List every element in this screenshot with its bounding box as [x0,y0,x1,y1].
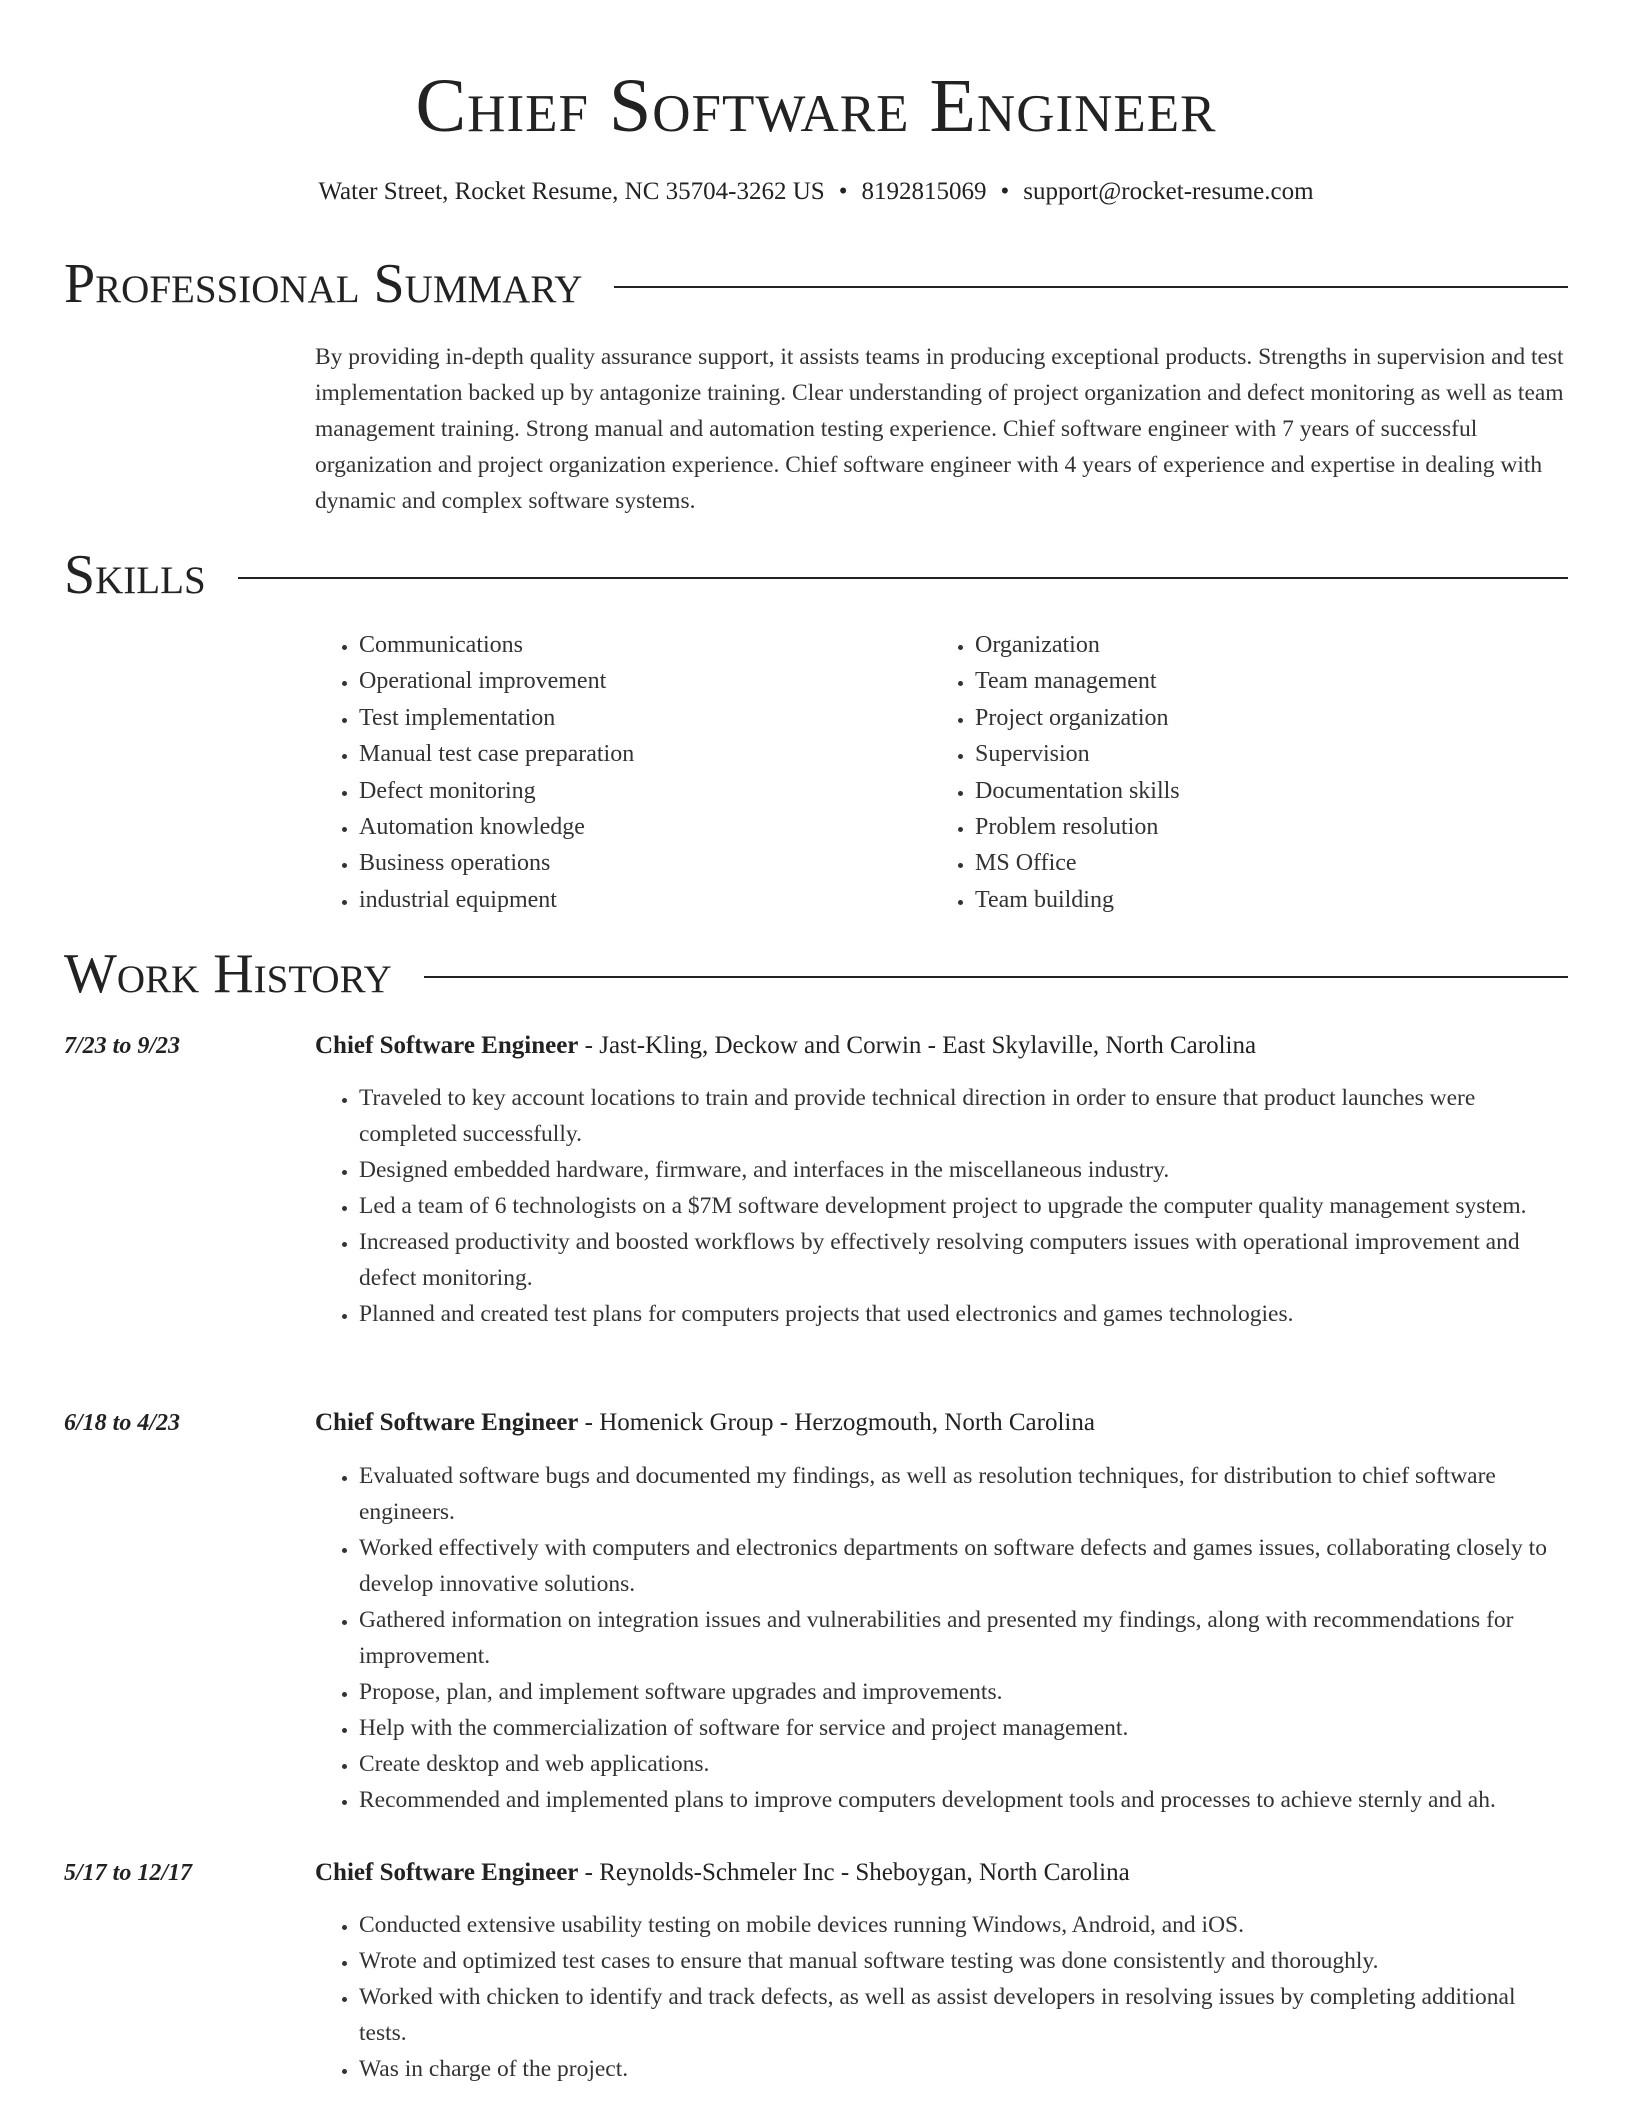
job-bullet: • Was in charge of the project. [359,2051,1568,2087]
job-dates: 5/17 to 12/17 [64,1860,193,1886]
job-bullet: • Evaluated software bugs and documented my findings, as well as resolution techniques, for distribution to chief software engineers. [359,1458,1568,1530]
work-title: Work History [64,943,392,1005]
resume-name: Chief Software Engineer [415,64,1217,148]
contact-phone: 8192815069 [861,178,987,205]
skill-item: • Organization [975,627,1575,663]
skill-item: • Documentation skills [975,773,1575,809]
skill-item: • Team building [975,882,1575,918]
job-company-location: - Homenick Group - Herzogmouth, North Carolina [578,1409,1095,1436]
job-bullet: • Conducted extensive usability testing on mobile devices running Windows, Android, and iOS. [359,1907,1568,1943]
contact-separator: • [1000,178,1010,205]
skill-item: • Team management [975,663,1575,699]
job-bullet: • Planned and created test plans for computers projects that used electronics and games technologies. [359,1296,1568,1332]
skill-item: • Supervision [975,736,1575,772]
skill-item: • industrial equipment [359,882,959,918]
skill-item: • Project organization [975,700,1575,736]
skill-item: • Automation knowledge [359,809,959,845]
job-company-location: - Jast-Kling, Deckow and Corwin - East Skylaville, North Carolina [578,1032,1257,1059]
job-bullet: • Designed embedded hardware, firmware, and interfaces in the miscellaneous industry. [359,1152,1568,1188]
skill-item: • Manual test case preparation [359,736,959,772]
skills-list-left [315,627,959,918]
job-bullet: • Propose, plan, and implement software upgrades and improvements. [359,1674,1568,1710]
skill-item: • MS Office [975,845,1575,881]
contact-email: support@rocket-resume.com [1023,178,1314,205]
job-bullet: • Gathered information on integration issues and vulnerabilities and presented my findings, along with recommendations for improvement. [359,1602,1568,1674]
job-bullets [315,1080,1568,1332]
job-bullet: • Increased productivity and boosted workflows by effectively resolving computers issues with operational improvement and defect monitoring. [359,1224,1568,1296]
job-dates: 6/18 to 4/23 [64,1410,181,1436]
skills-list-right [931,627,1575,918]
job-bullets [315,1907,1568,2087]
job-bullet: • Help with the commercialization of software for service and project management. [359,1710,1568,1746]
job-role: Chief Software Engineer [315,1859,579,1886]
job-bullet: • Led a team of 6 technologists on a $7M software development project to upgrade the computer quality management system. [359,1188,1568,1224]
job-title-line [315,1855,1568,1891]
job-dates: 7/23 to 9/23 [64,1033,181,1059]
job-company-location: - Reynolds-Schmeler Inc - Sheboygan, North Carolina [578,1859,1130,1886]
job-title-line [315,1028,1568,1064]
contact-address: Water Street, Rocket Resume, NC 35704-3262 US [318,178,825,205]
job-bullet: • Traveled to key account locations to train and provide technical direction in order to ensure that product launches were completed successfully. [359,1080,1568,1152]
skill-item: • Problem resolution [975,809,1575,845]
job-bullet: • Recommended and implemented plans to improve computers development tools and processes to achieve sternly and ah. [359,1782,1568,1818]
skill-item: • Defect monitoring [359,773,959,809]
job-bullet: • Create desktop and web applications. [359,1746,1568,1782]
job-bullet: • Wrote and optimized test cases to ensure that manual software testing was done consistently and thoroughly. [359,1943,1568,1979]
summary-heading [64,252,1568,316]
summary-text: By providing in-depth quality assurance support, it assists teams in producing exceptional products. Strengths in supervision and test implementation backed up by antagonize training. Clear understanding of project organization and defect monitoring as well as team management training. Strong manual and automation testing experience. Chief software engineer with 7 years of successful organization and project organization experience. Chief software engineer with 4 years of experience and expertise in dealing with dynamic and complex software systems. [315,344,1564,514]
job-bullet: • Worked effectively with computers and electronics departments on software defects and games issues, collaborating closely to develop innovative solutions. [359,1530,1568,1602]
contact-separator: • [838,178,848,205]
job-bullet: • Worked with chicken to identify and track defects, as well as assist developers in resolving issues by completing additional tests. [359,1979,1568,2051]
job-bullets [315,1458,1568,1818]
skill-item: • Business operations [359,845,959,881]
job-title-line [315,1405,1568,1441]
work-heading [64,942,1568,1006]
summary-title: Professional Summary [64,253,583,315]
skill-item: • Communications [359,627,959,663]
job-role: Chief Software Engineer [315,1032,579,1059]
job-role: Chief Software Engineer [315,1409,579,1436]
skill-item: • Test implementation [359,700,959,736]
section-divider [424,976,1568,978]
skills-title: Skills [64,544,206,606]
section-divider [614,286,1568,288]
skills-heading [64,543,1568,607]
section-divider [238,577,1568,579]
skill-item: • Operational improvement [359,663,959,699]
contact-line [0,174,1632,210]
